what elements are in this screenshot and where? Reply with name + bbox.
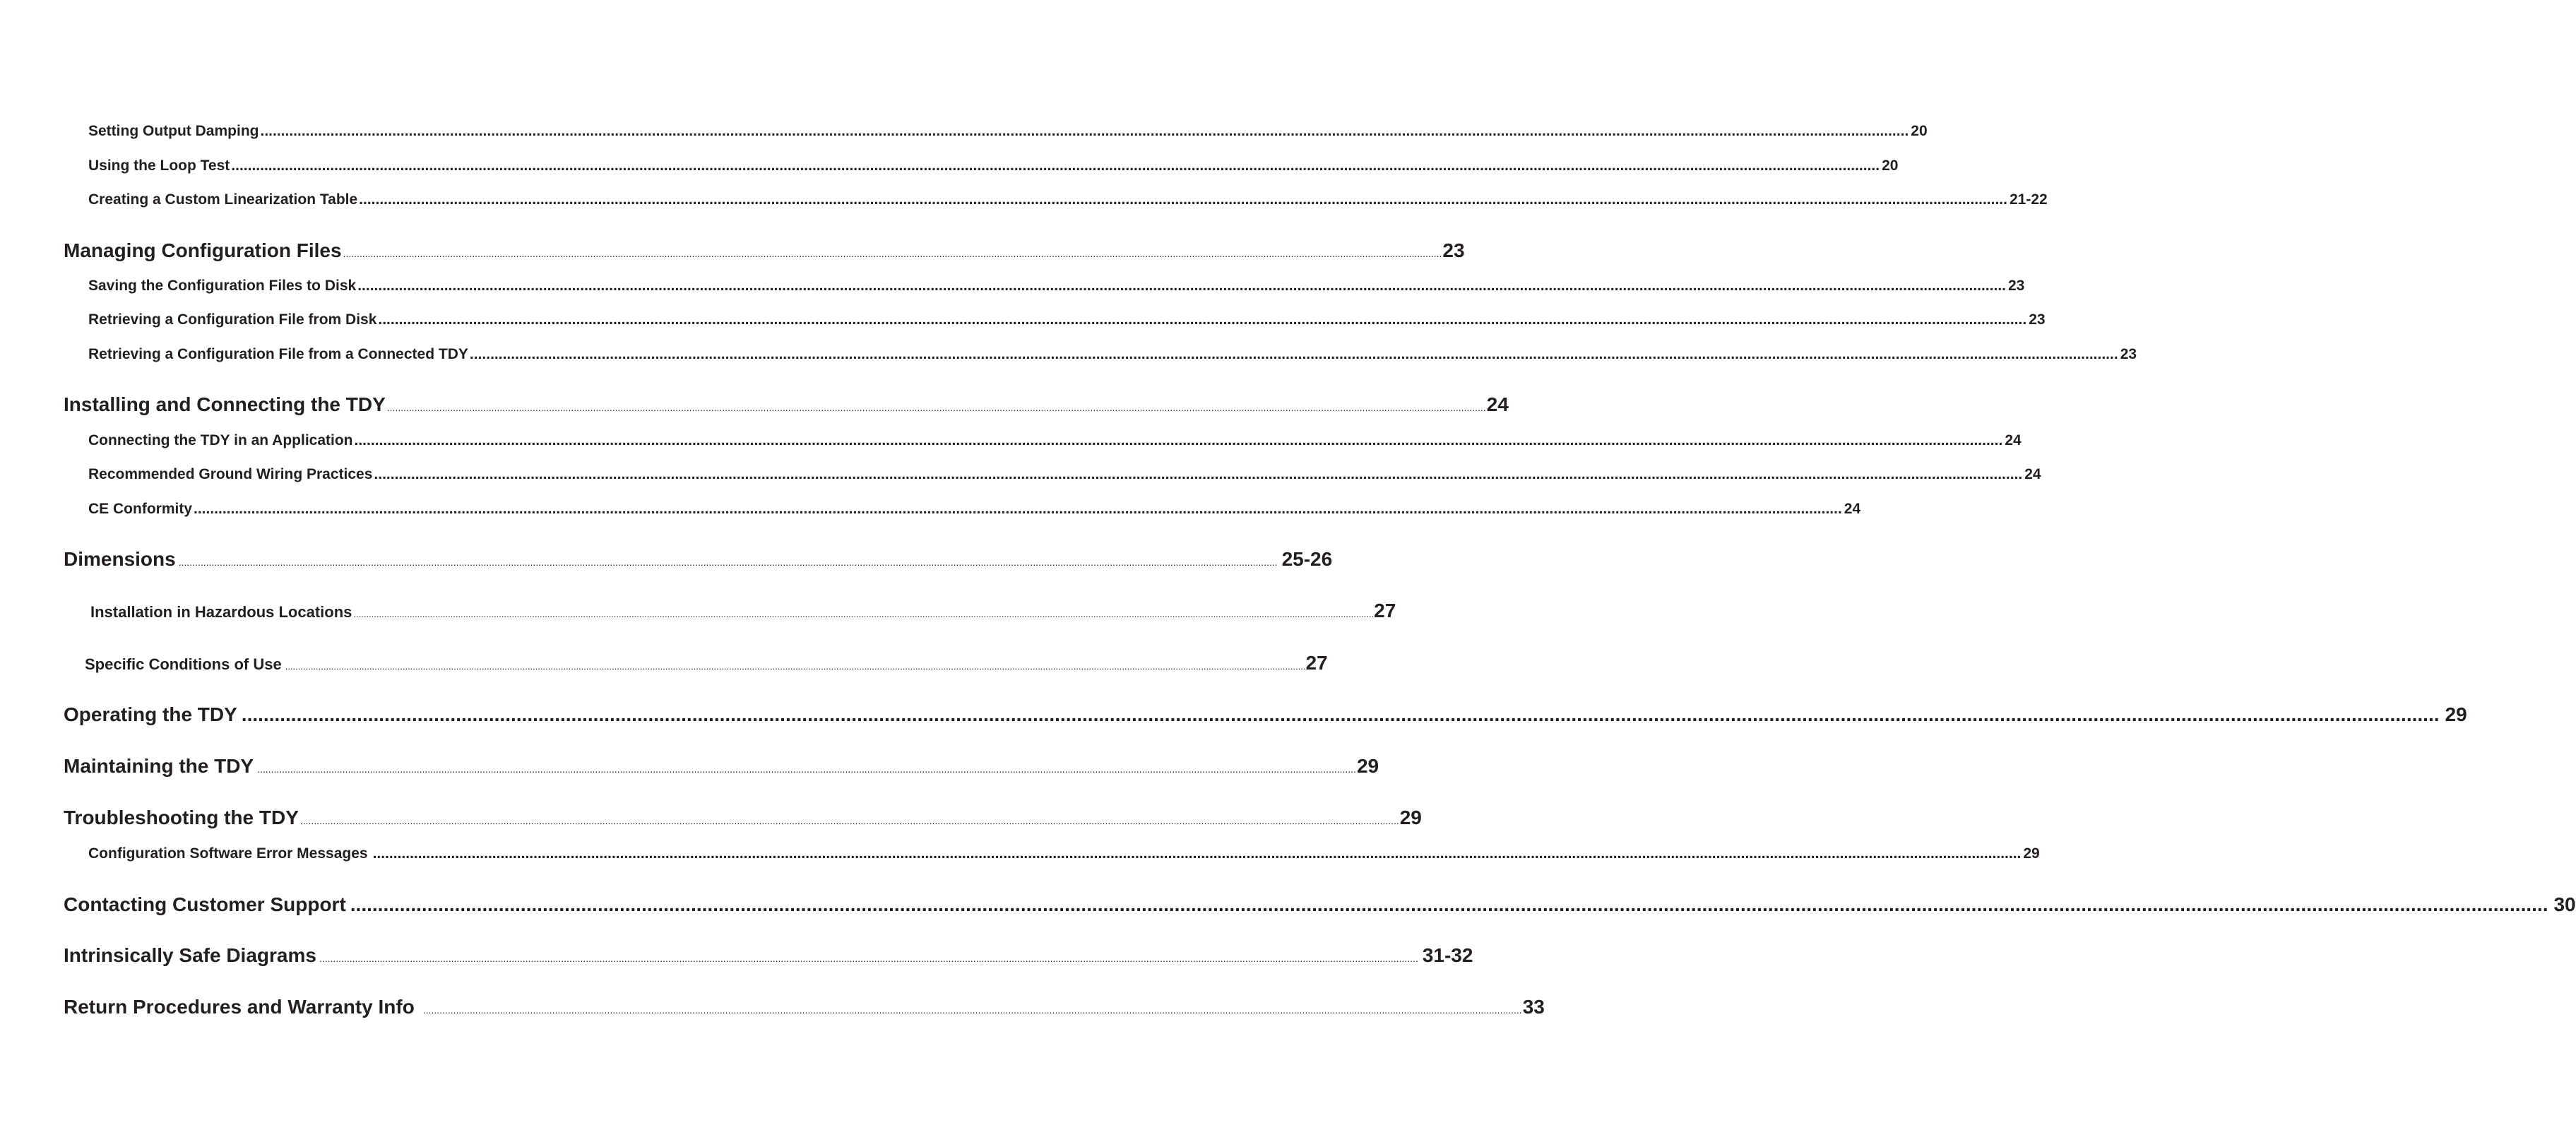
toc-entry-managing-configuration-files[interactable] [64,239,1465,262]
dot-leader: ................................................................................................................................................................................................................................................................................................................................................................................................................ [359,191,2007,208]
dot-leader: ................................................................................................................................................................................................................................................................................................................................................................................................................ [374,466,2023,482]
toc-entry-page: 23 [2008,278,2025,294]
toc-entry-page: 29 [1356,755,1379,777]
dot-leader: ................................................................................................................................................................................................................................................................................................................................................................................................................ [350,893,2548,915]
toc-entry-title: Installation in Hazardous Locations [90,603,352,621]
toc-entry-retrieving-from-connected-tdy[interactable] [88,346,2137,363]
toc-entry-title: Return Procedures and Warranty Info [64,996,415,1018]
toc-entry-dimensions[interactable] [64,548,1333,571]
toc-entry-specific-conditions-of-use[interactable] [85,652,1328,674]
toc-entry-page: 29 [1399,807,1422,828]
dot-leader: ................................................................................................................................................................................................................................................................................................................................................................................................................ [319,953,1418,964]
toc-entry-title: Maintaining the TDY [64,755,254,777]
toc-entry-title: Saving the Configuration Files to Disk [88,278,357,294]
dot-leader: ................................................................................................................................................................................................................................................................................................................................................................................................................ [372,845,2022,862]
toc-entry-page: 29 [2023,845,2040,862]
toc-entry-page: 27 [1374,600,1396,622]
dot-leader: ................................................................................................................................................................................................................................................................................................................................................................................................................ [343,248,1442,259]
toc-entry-title: Installing and Connecting the TDY [64,393,386,415]
dot-leader: ................................................................................................................................................................................................................................................................................................................................................................................................................ [354,432,2003,448]
toc-entry-intrinsically-safe-diagrams[interactable] [64,944,1473,967]
toc-entry-title: Troubleshooting the TDY [64,807,299,828]
toc-entry-page: 23 [2120,346,2137,362]
toc-entry-page: 27 [1305,652,1328,674]
dot-leader: ................................................................................................................................................................................................................................................................................................................................................................................................................ [378,311,2027,328]
dot-leader: ................................................................................................................................................................................................................................................................................................................................................................................................................ [353,609,1375,619]
toc-entry-title: Operating the TDY [64,703,237,725]
dot-leader: ................................................................................................................................................................................................................................................................................................................................................................................................................ [231,157,1880,174]
toc-entry-page: 23 [2029,311,2046,328]
toc-entry-hazardous-locations[interactable] [90,600,1396,622]
toc-entry-error-messages[interactable] [88,845,2040,862]
dot-leader: ................................................................................................................................................................................................................................................................................................................................................................................................................ [178,557,1278,568]
toc-entry-retrieving-from-disk[interactable] [88,311,2046,328]
toc-entry-page: 31-32 [1422,944,1473,966]
toc-entry-title: Recommended Ground Wiring Practices [88,466,373,482]
dot-leader: ................................................................................................................................................................................................................................................................................................................................................................................................................ [357,278,2006,294]
toc-entry-title: Contacting Customer Support [64,893,346,915]
dot-leader: ................................................................................................................................................................................................................................................................................................................................................................................................................ [469,346,2118,362]
dot-leader: ................................................................................................................................................................................................................................................................................................................................................................................................................ [285,661,1306,672]
dot-leader: ................................................................................................................................................................................................................................................................................................................................................................................................................ [422,1004,1522,1016]
toc-entry-operating-the-tdy[interactable] [64,703,2467,726]
toc-entry-title: Dimensions [64,548,176,570]
dot-leader: ................................................................................................................................................................................................................................................................................................................................................................................................................ [299,815,1399,826]
toc-entry-title: Retrieving a Configuration File from Disk [88,311,377,328]
toc-entry-connecting-in-application[interactable] [88,432,2022,449]
toc-entry-using-the-loop-test[interactable] [88,157,1899,174]
dot-leader: ................................................................................................................................................................................................................................................................................................................................................................................................................ [194,501,1842,517]
toc-entry-page: 23 [1442,239,1465,261]
toc-entry-title: Setting Output Damping [88,123,259,139]
toc-entry-page: 21-22 [2009,191,2048,208]
toc-entry-title: Creating a Custom Linearization Table [88,191,358,208]
toc-entry-page: 33 [1522,996,1545,1018]
toc-entry-installing-and-connecting[interactable] [64,393,1509,416]
toc-entry-page: 24 [1486,393,1509,415]
dot-leader: ................................................................................................................................................................................................................................................................................................................................................................................................................ [260,123,1909,139]
toc-entry-customer-support[interactable] [64,893,2576,916]
toc-entry-page: 24 [2005,432,2022,448]
dot-leader: ................................................................................................................................................................................................................................................................................................................................................................................................................ [241,703,2440,725]
toc-entry-page: 24 [2024,466,2041,482]
toc-entry-setting-output-damping[interactable] [88,123,1928,140]
toc-entry-title: Managing Configuration Files [64,239,342,261]
toc-entry-title: Configuration Software Error Messages [88,845,368,862]
toc-entry-title: Connecting the TDY in an Application [88,432,353,448]
toc-entry-page: 29 [2445,703,2467,725]
toc-entry-troubleshooting-the-tdy[interactable] [64,807,1422,829]
toc-entry-maintaining-the-tdy[interactable] [64,755,1379,778]
toc-entry-ground-wiring-practices[interactable] [88,466,2041,483]
toc-entry-title: CE Conformity [88,501,192,517]
toc-entry-saving-configuration-files[interactable] [88,278,2025,295]
toc-entry-ce-conformity[interactable] [88,501,1861,518]
toc-entry-custom-linearization-table[interactable] [88,191,2048,208]
toc-entry-page: 25-26 [1281,548,1333,570]
toc-entry-title: Specific Conditions of Use [85,655,282,673]
toc-entry-title: Retrieving a Configuration File from a Connected TDY [88,346,468,362]
toc-entry-page: 20 [1911,123,1928,139]
toc-entry-page: 30 [2553,893,2576,915]
toc-entry-page: 24 [1844,501,1861,517]
toc-entry-page: 20 [1882,157,1899,174]
toc-entry-title: Intrinsically Safe Diagrams [64,944,316,966]
toc-entry-return-procedures-warranty[interactable] [64,996,1545,1018]
dot-leader: ................................................................................................................................................................................................................................................................................................................................................................................................................ [386,402,1486,413]
toc-entry-title: Using the Loop Test [88,157,230,174]
dot-leader: ................................................................................................................................................................................................................................................................................................................................................................................................................ [257,763,1356,775]
